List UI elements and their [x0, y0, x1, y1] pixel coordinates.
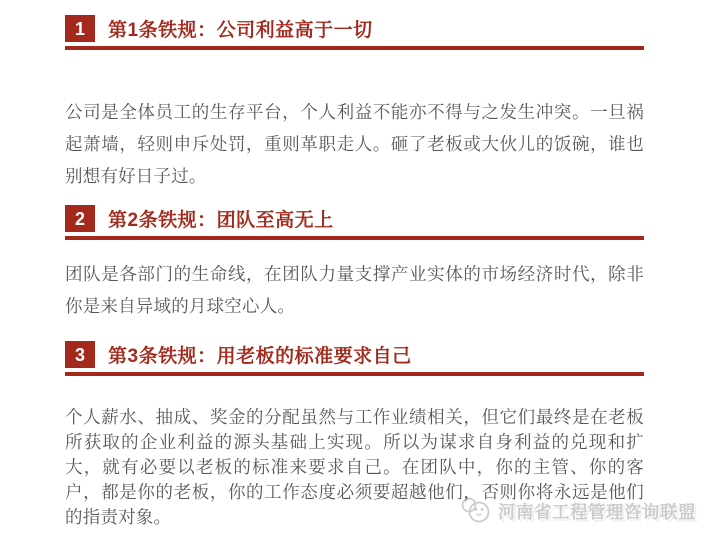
- section-number-badge: 1: [65, 15, 95, 42]
- section-header: [65, 15, 644, 42]
- rule-section-3: [65, 341, 644, 530]
- section-body-text: 个人薪水、抽成、奖金的分配虽然与工作业绩相关，但它们最终是在老板所获取的企业利益的源头基础上实现。所以为谋求自身利益的兑现和扩大，就有必要以老板的标准来要求自己。在团队中，你的主管、你的客户，都是你的老板，你的工作态度必须要超越他们，否则你将永远是他们的指责对象。: [65, 407, 644, 527]
- section-underline: [65, 236, 644, 240]
- section-title: 第2条铁规：团队至高无上: [108, 210, 334, 231]
- section-header: [65, 341, 644, 368]
- section-number-badge: 2: [65, 205, 95, 232]
- section-title: 第1条铁规：公司利益高于一切: [108, 20, 373, 41]
- section-header: [65, 205, 644, 232]
- section-body-text: 团队是各部门的生命线，在团队力量支撑产业实体的市场经济时代，除非你是来自异域的月球空心人。: [65, 264, 644, 316]
- rule-section-1: [65, 15, 644, 192]
- section-underline: [65, 372, 644, 376]
- watermark-text: 河南省工程管理咨询联盟: [498, 501, 696, 522]
- section-title: 第3条铁规：用老板的标准要求自己: [108, 346, 412, 367]
- rule-section-2: [65, 205, 644, 322]
- section-underline: [65, 46, 644, 50]
- section-number-badge: 3: [65, 341, 95, 368]
- section-body-text: 公司是全体员工的生存平台，个人利益不能亦不得与之发生冲突。一旦祸起萧墙，轻则申斥处罚，重则革职走人。砸了老板或大伙儿的饭碗，谁也别想有好日子过。: [65, 102, 644, 186]
